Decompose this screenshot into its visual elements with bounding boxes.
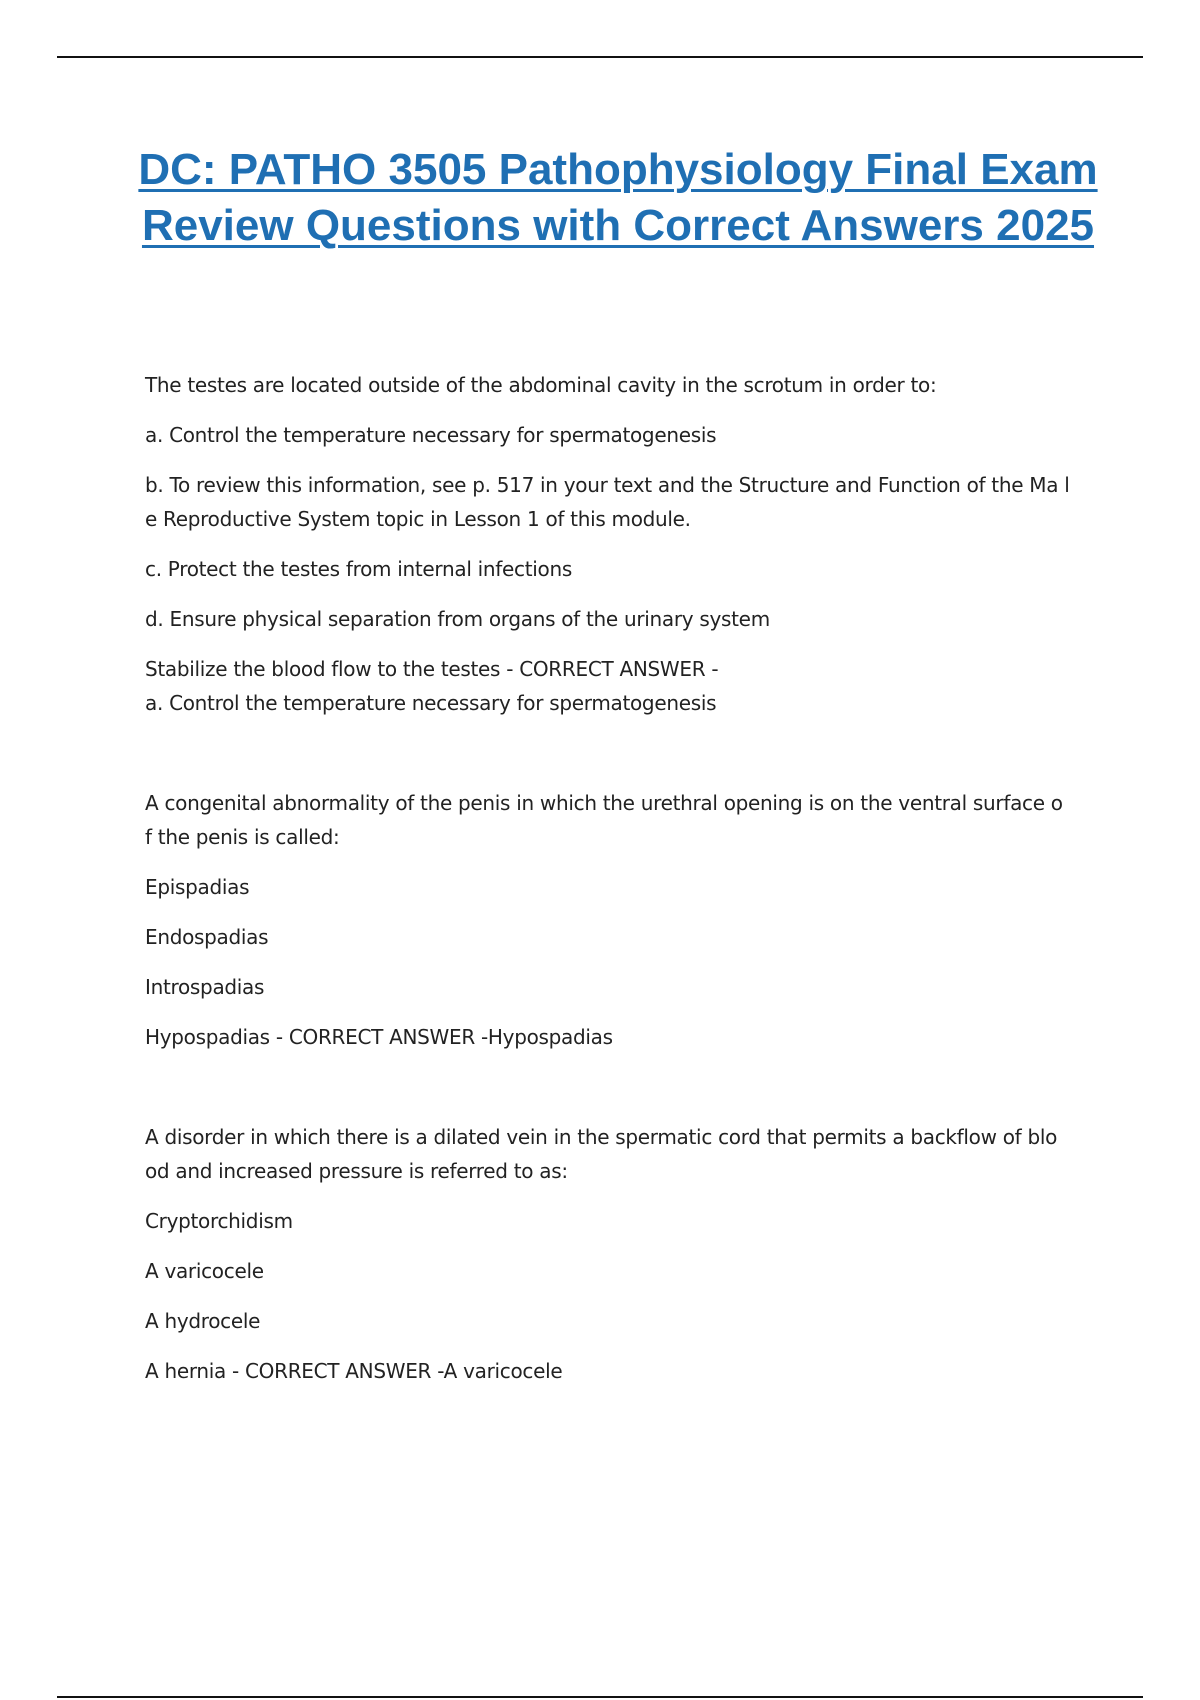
document-body (145, 368, 1075, 1404)
top-rule (57, 56, 1143, 58)
question-2-stem: A congenital abnormality of the penis in which the urethral opening is on the ventral surface o f the penis is called: (145, 791, 1063, 849)
question-1-option-b: b. To review this information, see p. 517 in your text and the Structure and Function of the Ma le Reproductive System topic in Lesson 1 of this module. (145, 473, 1070, 531)
bottom-rule (57, 1696, 1143, 1698)
question-1-option-a: a. Control the temperature necessary for spermatogenesis (145, 423, 717, 447)
question-1-stem: The testes are located outside of the abdominal cavity in the scrotum in order to: (145, 373, 937, 397)
question-3-option-3: A hydrocele (145, 1309, 261, 1333)
question-2-answer: Hypospadias - CORRECT ANSWER -Hypospadias (145, 1025, 613, 1049)
question-1-option-c: c. Protect the testes from internal infections (145, 557, 572, 581)
question-1-option-d: d. Ensure physical separation from organs of the urinary system (145, 607, 770, 631)
document-title: DC: PATHO 3505 Pathophysiology Final Exam Review Questions with Correct Answers 2025 (138, 145, 1098, 250)
question-3-stem: A disorder in which there is a dilated vein in the spermatic cord that permits a backflow of blo od and increased pressure is referred to as: (145, 1125, 1058, 1183)
question-2-option-1: Epispadias (145, 875, 250, 899)
question-1-answer-continued: a. Control the temperature necessary for spermatogenesis (145, 691, 717, 715)
question-2-option-3: Introspadias (145, 975, 265, 999)
question-2-option-2: Endospadias (145, 925, 269, 949)
question-1-answer: Stabilize the blood flow to the testes - CORRECT ANSWER - (145, 657, 719, 681)
question-3-option-1: Cryptorchidism (145, 1209, 293, 1233)
question-3-answer: A hernia - CORRECT ANSWER -A varicocele (145, 1359, 563, 1383)
question-3-option-2: A varicocele (145, 1259, 264, 1283)
